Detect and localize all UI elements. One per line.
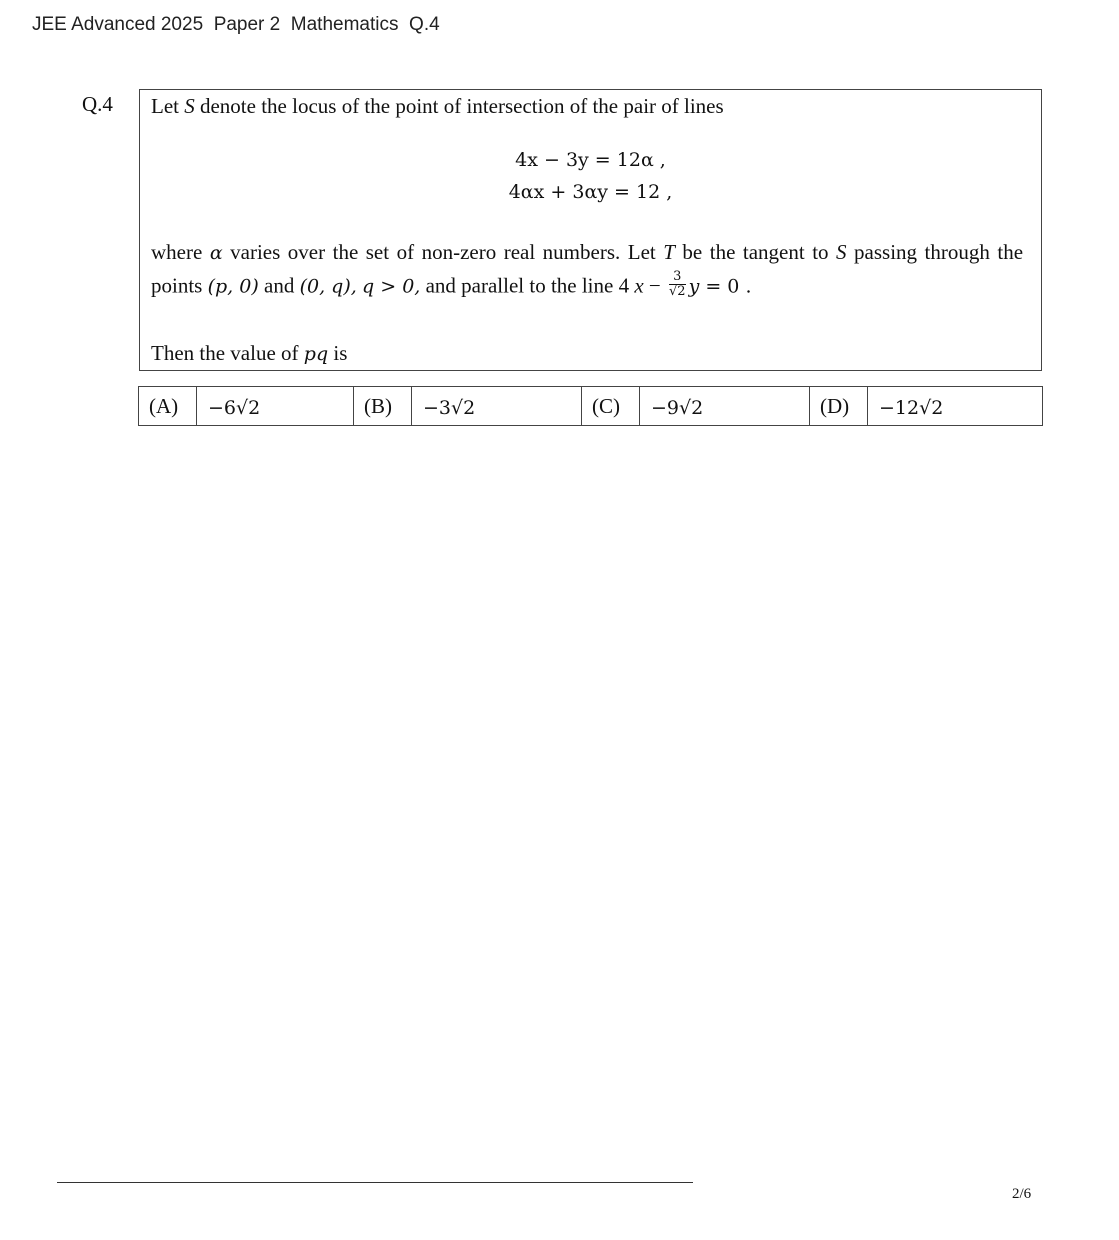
question-final-line — [151, 341, 347, 366]
var-s: S — [184, 94, 195, 118]
page-number: 2/6 — [1012, 1186, 1032, 1202]
point-p0: (p, 0) — [207, 275, 259, 298]
text-passing: passing through the — [854, 240, 1024, 264]
footer-divider — [57, 1182, 693, 1183]
equals-zero: = 0 . — [699, 275, 752, 298]
text-parallel: and parallel to the line 4 — [420, 273, 635, 298]
text-points: points — [151, 273, 208, 298]
option-d-label[interactable]: (D) — [810, 387, 868, 425]
fraction-denominator: √2 — [669, 284, 686, 299]
option-c-label[interactable]: (C) — [582, 387, 640, 425]
condition-q: q > 0, — [362, 275, 421, 298]
point-0q: (0, q), — [299, 275, 357, 298]
equation-1: 4x − 3y = 12α , — [515, 149, 666, 171]
option-d-value[interactable]: −12√2 — [879, 397, 944, 419]
option-c-value[interactable]: −9√2 — [640, 387, 810, 425]
text-is: is — [328, 341, 348, 365]
option-a-label[interactable]: (A) — [139, 387, 197, 425]
question-paragraph-line-1 — [151, 240, 1023, 265]
equation-2: 4αx + 3αy = 12 , — [508, 181, 673, 203]
question-number: Q.4 — [82, 92, 113, 116]
text-varies: varies over the set of non-zero real numbers. Let — [230, 240, 656, 264]
var-alpha: α — [209, 242, 223, 264]
options-table — [138, 386, 1043, 426]
intro-text-rest: denote the locus of the point of intersection of the pair of lines — [194, 94, 724, 118]
question-box — [139, 89, 1042, 371]
text-and: and — [258, 273, 300, 298]
option-a-value[interactable]: −6√2 — [197, 387, 354, 425]
var-x: x — [634, 273, 644, 298]
text-then: Then the value of — [151, 341, 304, 365]
text-where: where — [151, 240, 203, 264]
intro-text: Let — [151, 94, 185, 118]
fraction-3-over-root2 — [669, 270, 686, 299]
var-pq: pq — [303, 343, 329, 365]
minus-sign: − — [643, 273, 667, 298]
var-y: y — [688, 275, 700, 298]
var-t: T — [663, 240, 675, 264]
text-tangent: be the tangent to — [682, 240, 829, 264]
question-intro — [151, 94, 724, 119]
option-b-value[interactable]: −3√2 — [412, 387, 582, 425]
option-b-label[interactable]: (B) — [354, 387, 412, 425]
page-header-title: JEE Advanced 2025 Paper 2 Mathematics Q.4 — [32, 14, 440, 35]
question-paragraph-line-2 — [151, 269, 752, 302]
var-s-2: S — [836, 240, 847, 264]
fraction-numerator: 3 — [669, 270, 686, 285]
